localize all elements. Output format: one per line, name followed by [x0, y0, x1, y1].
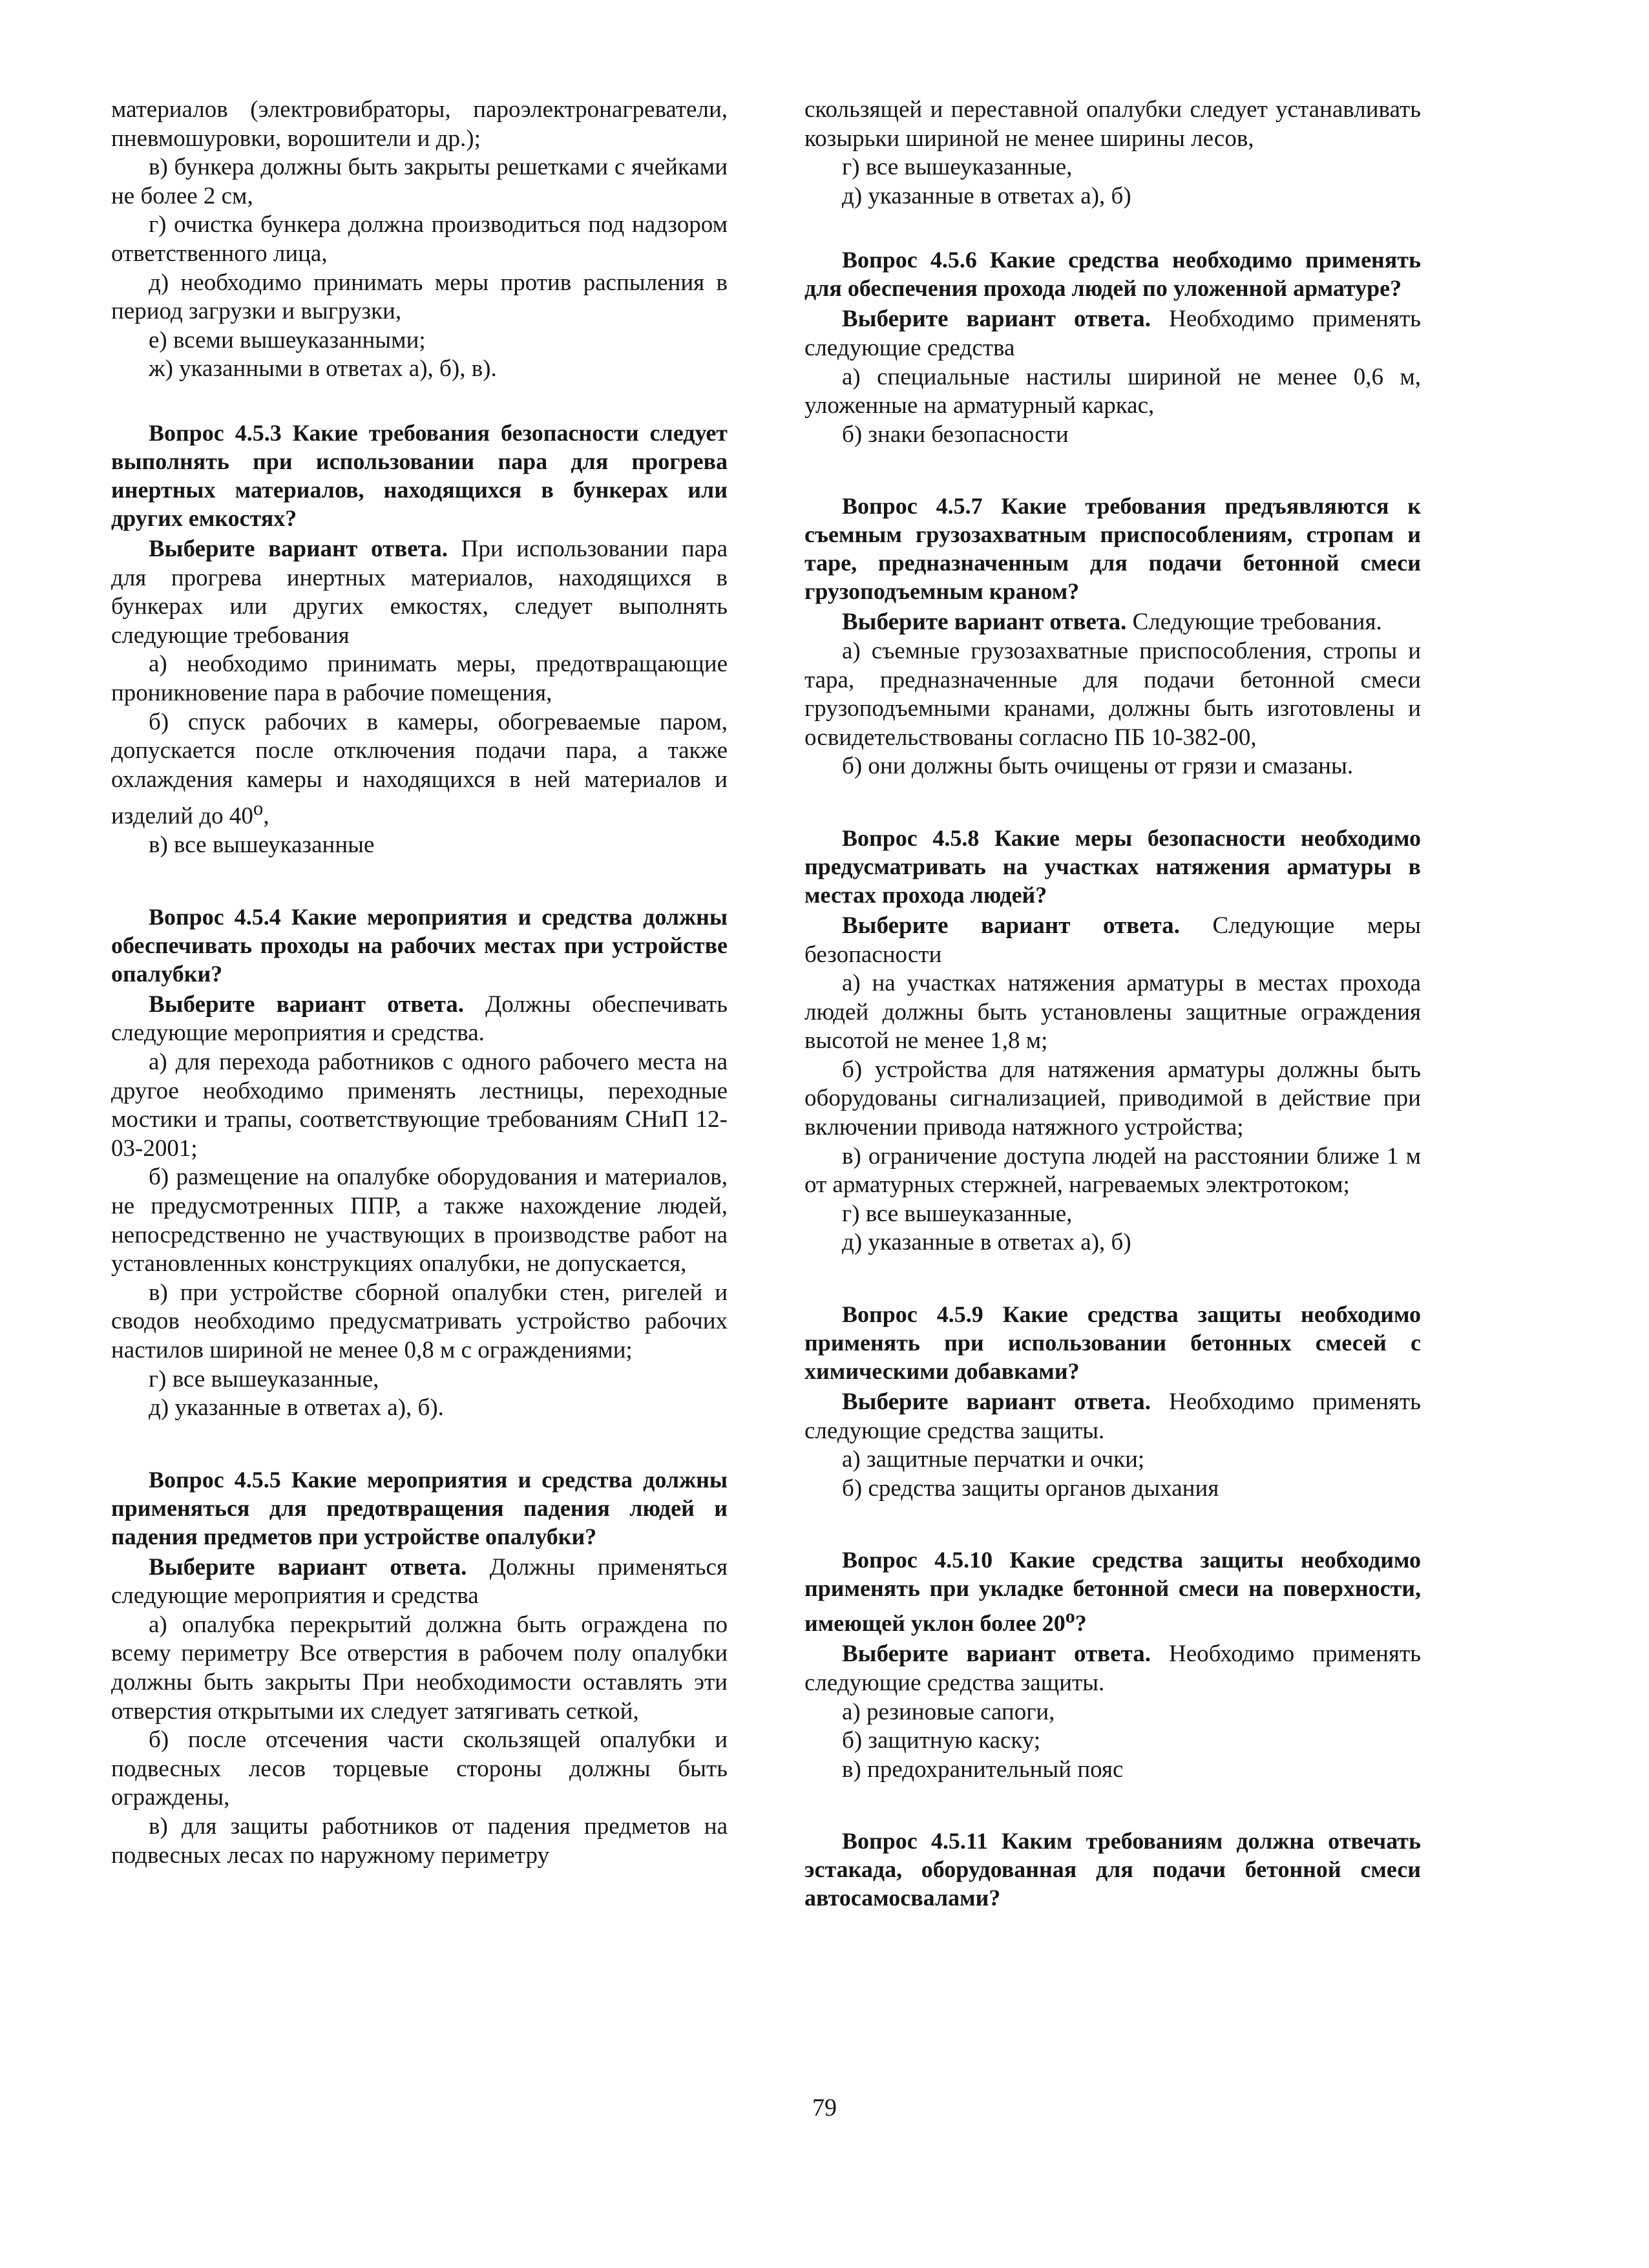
answer-option: д) необходимо принимать меры против распыления в период загрузки и выгрузки, [111, 269, 728, 325]
question-4-5-3 [111, 419, 728, 860]
answer-option: в) предохранительный пояс [842, 1756, 1124, 1783]
answer-option: г) все вышеуказанные, [842, 154, 1073, 181]
answer-intro [111, 991, 728, 1048]
answer-lead: Выберите вариант ответа. [149, 991, 465, 1018]
right-column [804, 96, 1421, 1915]
answer-option: а) специальные настилы шириной не менее 0,6 м, уложенные на арматурный каркас, [804, 363, 1421, 419]
question-title-end: ? [1075, 1610, 1087, 1637]
question-4-5-11 [804, 1827, 1421, 1912]
answer-lead: Выберите вариант ответа. [842, 609, 1127, 636]
answer-option: в) при устройстве сборной опалубки стен, ригелей и сводов необходимо предусматривать устройство рабочих настилов шириной не менее 0,8 м с ограждениями; [111, 1279, 728, 1363]
question-title-text: Вопрос 4.5.10 Какие средства защиты необходимо применять при укладке бетонной смеси на поверхности, имеющей уклон более 20 [804, 1547, 1421, 1637]
answer-intro-text: Должны применяться следующие мероприятия и средства [111, 1553, 728, 1610]
answer-option-text: б) спуск рабочих в камеры, обогреваемые паром, допускается после отключения подачи пара, а также охлаждения камеры и находящихся в ней материалов и изделий до 40 [111, 708, 728, 830]
question-4-5-7 [804, 492, 1421, 781]
answer-intro [111, 535, 728, 650]
continuation-text: скользящей и переставной опалубки следует устанавливать козырьки шириной не менее ширины лесов, [804, 96, 1421, 152]
question-title: Вопрос 4.5.9 Какие средства защиты необходимо применять при использовании бетонных смесей с химическими добавками? [804, 1301, 1421, 1385]
answer-option: б) устройства для натяжения арматуры должны быть оборудованы сигнализацией, приводимой в действие при включении привода натяжного устройства; [804, 1056, 1421, 1141]
answer-option: г) все вышеуказанные, [149, 1365, 379, 1392]
answer-intro-text: Необходимо применять следующие средства [804, 306, 1421, 361]
answer-option: а) на участках натяжения арматуры в местах прохода людей должны быть установлены защитные ограждения высотой не менее 1,8 м; [804, 970, 1421, 1055]
answer-intro [804, 1640, 1421, 1697]
answer-option: д) указанные в ответах а), б). [149, 1394, 444, 1422]
answer-intro-text: Следующие требования. [1132, 609, 1382, 636]
question-title: Вопрос 4.5.7 Какие требования предъявляются к съемным грузозахватным приспособлениям, стропам и таре, предназначенным для подачи бетонной смеси грузоподъемным краном? [804, 493, 1421, 605]
answer-intro [111, 1553, 728, 1611]
answer-option: а) опалубка перекрытий должна быть ограждена по всему периметру Все отверстия в рабочем полу опалубки должны быть закрыты При необходимости оставлять эти отверстия открытыми их следует затягивать сеткой, [111, 1611, 728, 1725]
answer-intro [804, 1388, 1421, 1445]
question-4-5-6 [804, 246, 1421, 449]
left-column [111, 96, 728, 1870]
page-number: 79 [812, 2094, 837, 2121]
answer-lead: Выберите вариант ответа. [842, 306, 1151, 333]
answer-option: в) для защиты работников от падения предметов на подвесных лесах по наружному периметру [111, 1813, 728, 1869]
answer-option: а) для перехода работников с одного рабочего места на другое необходимо применять лестницы, переходные мостики и трапы, соответствующие требованиям СНиП 12-03-2001; [111, 1048, 728, 1162]
answer-option: д) указанные в ответах а), б) [842, 182, 1131, 209]
question-title [804, 1546, 1421, 1637]
answer-option: е) всеми вышеуказанными; [149, 326, 426, 353]
answer-option: г) все вышеуказанные, [842, 1200, 1073, 1227]
question-title: Вопрос 4.5.11 Каким требованиям должна отвечать эстакада, оборудованная для подачи бетонной смеси автосамосвалами? [804, 1828, 1421, 1911]
answer-lead: Выберите вариант ответа. [842, 1641, 1151, 1668]
question-title: Вопрос 4.5.6 Какие средства необходимо применять для обеспечения прохода людей по уложенной арматуре? [804, 247, 1421, 302]
answer-intro-text: Должны обеспечивать следующие мероприятия и средства. [111, 991, 728, 1047]
answer-intro-text: Следующие меры безопасности [804, 912, 1421, 968]
answer-option: а) необходимо принимать меры, предотвращающие проникновение пара в рабочие помещения, [111, 651, 728, 706]
degree-superscript: о [1065, 1606, 1075, 1628]
question-title: Вопрос 4.5.3 Какие требования безопасности следует выполнять при использовании пара для прогрева инертных материалов, находящихся в бункерах или других емкостях? [111, 419, 728, 531]
degree-superscript: о [253, 797, 264, 820]
answer-option: в) ограничение доступа людей на расстоянии ближе 1 м от арматурных стержней, нагреваемых электротоком; [804, 1142, 1421, 1199]
answer-option: б) после отсечения части скользящей опалубки и подвесных лесов торцевые стороны должны быть ограждены, [111, 1727, 728, 1811]
answer-option: б) знаки безопасности [842, 421, 1069, 448]
answer-lead: Выберите вариант ответа. [149, 1553, 467, 1580]
answer-intro-text: Необходимо применять следующие средства защиты. [804, 1389, 1421, 1444]
question-4-5-9 [804, 1300, 1421, 1503]
question-4-5-10 [804, 1546, 1421, 1784]
answer-lead: Выберите вариант ответа. [149, 535, 448, 562]
answer-option: д) указанные в ответах а), б) [842, 1229, 1131, 1256]
answer-intro [804, 305, 1421, 362]
answer-intro-text: Необходимо применять следующие средства защиты. [804, 1641, 1421, 1696]
question-4-5-8 [804, 824, 1421, 1257]
answer-intro [804, 608, 1421, 637]
answer-option: б) средства защиты органов дыхания [842, 1475, 1219, 1502]
answer-option: б) защитную каску; [842, 1727, 1041, 1754]
answer-lead: Выберите вариант ответа. [842, 1389, 1151, 1416]
answer-option: ж) указанными в ответах а), б), в). [149, 355, 497, 383]
answer-intro-text: При использовании пара для прогрева инертных материалов, находящихся в бункерах или других емкостях, следует выполнять следующие требования [111, 535, 728, 649]
question-title: Вопрос 4.5.5 Какие мероприятия и средства должны применяться для предотвращения падения людей и падения предметов при устройстве опалубки? [111, 1466, 728, 1549]
answer-option: а) защитные перчатки и очки; [842, 1446, 1145, 1473]
answer-option [111, 708, 728, 832]
answer-option: б) они должны быть очищены от грязи и смазаны. [842, 753, 1354, 780]
answer-option: в) все вышеуказанные [149, 832, 375, 859]
answer-lead: Выберите вариант ответа. [842, 912, 1180, 939]
continuation-text: материалов (электровибраторы, пароэлектронагреватели, пневмошуровки, ворошители и др.); [111, 96, 728, 152]
question-4-5-4 [111, 903, 728, 1423]
question-title: Вопрос 4.5.4 Какие мероприятия и средства должны обеспечивать проходы на рабочих местах при устройстве опалубки? [111, 903, 728, 987]
answer-option: а) резиновые сапоги, [842, 1698, 1055, 1725]
answer-option: в) бункера должны быть закрыты решетками с ячейками не более 2 см, [111, 154, 728, 209]
question-title: Вопрос 4.5.8 Какие меры безопасности необходимо предусматривать на участках натяжения арматуры в местах прохода людей? [804, 824, 1421, 908]
question-4-5-5 [111, 1465, 728, 1871]
answer-option-end: , [263, 803, 269, 830]
answer-option: б) размещение на опалубке оборудования и материалов, не предусмотренных ППР, а также нахождение людей, непосредственно не участвующих в производстве работ на установленных конструкциях опалубки, не допускается, [111, 1164, 728, 1277]
answer-intro [804, 912, 1421, 969]
answer-option: а) съемные грузозахватные приспособления, стропы и тара, предназначенные для подачи бетонной смеси грузоподъемными кранами, должны быть изготовлены и освидетельствованы согласно ПБ 10-382-00, [804, 637, 1421, 751]
answer-option: г) очистка бункера должна производиться под надзором ответственного лица, [111, 211, 728, 267]
